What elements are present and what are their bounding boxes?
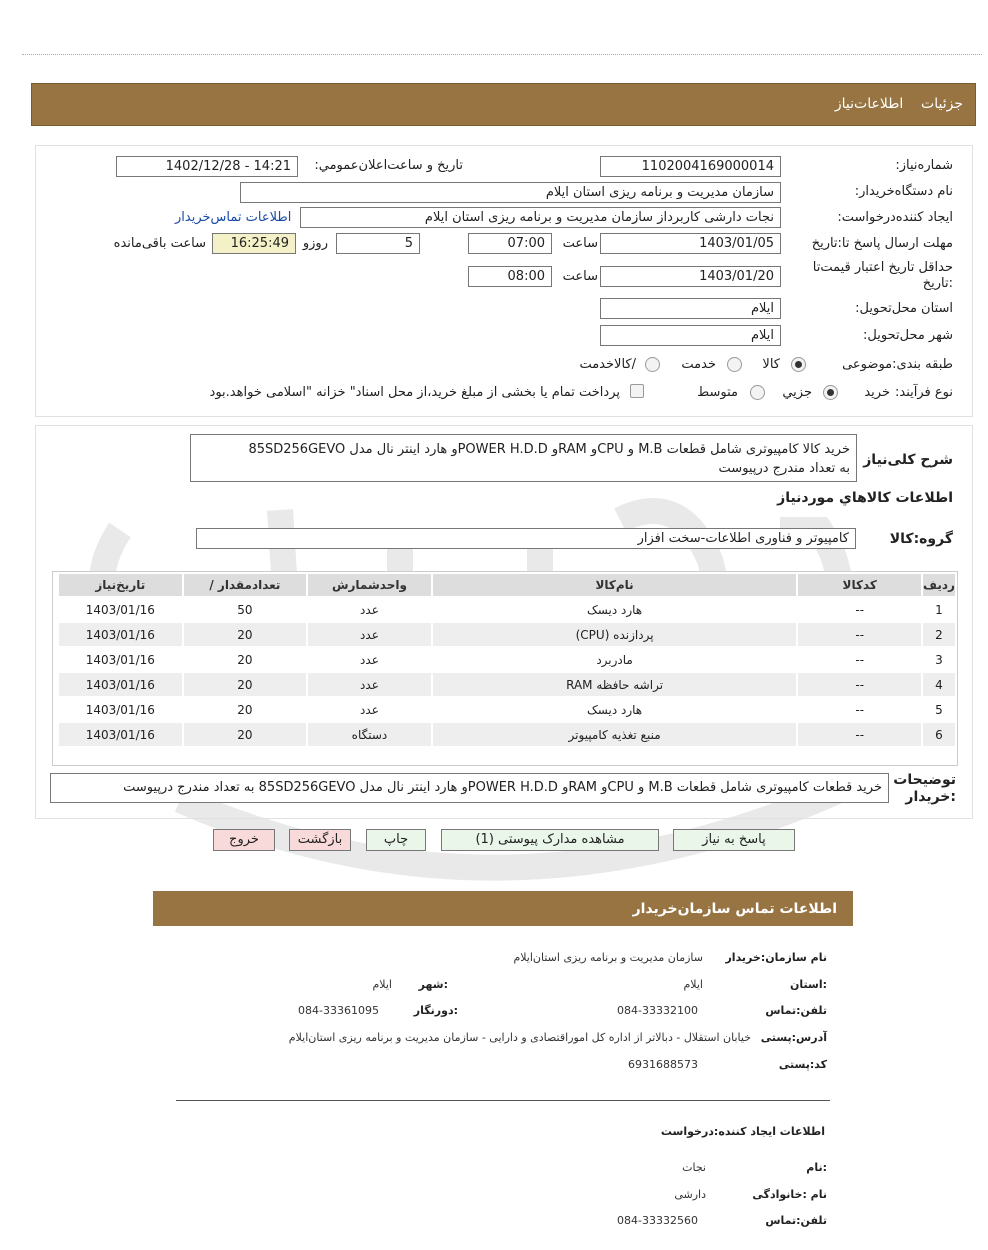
- back-button[interactable]: بازگشت: [289, 829, 351, 851]
- summary-label: شرح کلی‌نیاز: [863, 452, 953, 468]
- treasury-checkbox[interactable]: [630, 384, 644, 402]
- col-date: تاریخ‌نیاز: [59, 574, 182, 596]
- reply-deadline-label: مهلت ارسال ‌پاسخ تا‌:تاریخ: [811, 236, 953, 251]
- breadcrumb-details[interactable]: جزئیات: [921, 96, 963, 112]
- summary-line1: خرید کالا کامپیوتری شامل قطعات M.B و CPUو RAMو POWER H.D.Dو هارد اینتر نال مدل 85SD256GEVO: [248, 442, 850, 457]
- contact-divider: [176, 1100, 830, 1101]
- table-header-row: [59, 574, 955, 596]
- summary-line2: به تعداد مندرج درپیوست: [718, 461, 850, 476]
- city-label: شهر محل‌تحویل:: [863, 328, 953, 343]
- proc-medium-label: متوسط: [697, 385, 738, 400]
- contact-postal: 6931688573: [628, 1058, 698, 1071]
- creator-label: ایجاد کننده‌درخواست:: [837, 210, 953, 225]
- col-row: ردیف: [923, 574, 955, 596]
- creator-phone-label: تلفن‌:تماس: [765, 1214, 827, 1227]
- cat-service-label: خدمت: [681, 357, 716, 372]
- cat-both-radio[interactable]: [645, 357, 660, 372]
- contact-address: خیابان استقلال - دبالاتر از اداره کل امور‌اقتصادی و دارایی - سازمان مدیریت و برنامه ریزی استان‌ایلام: [288, 1031, 751, 1044]
- process-label: نوع فرآیند:: [895, 385, 953, 400]
- city-field: ایلام: [600, 325, 781, 346]
- cell-qty: 50: [184, 598, 307, 621]
- proc-medium-radio[interactable]: [750, 385, 765, 400]
- cell-unit: عدد: [308, 673, 431, 696]
- summary-box: [190, 434, 857, 482]
- cell-name: تراشه حافظه RAM: [433, 673, 797, 696]
- validity-date-field: 1403/01/20: [600, 266, 781, 287]
- cell-name: هارد دیسک: [433, 698, 797, 721]
- table-row: [59, 648, 955, 671]
- contact-title: اطلاعات تماس سازمان‌خریدار: [632, 901, 837, 917]
- buyer-org-label: نام دستگاه‌خریدار:: [854, 184, 953, 199]
- reply-time-label: ساعت: [562, 236, 598, 251]
- contact-city-label: :شهر: [418, 978, 448, 991]
- creator-phone: 084-33332560: [617, 1214, 698, 1227]
- cat-service-radio[interactable]: [727, 357, 742, 372]
- cell-row: 1: [923, 598, 955, 621]
- process-buy-label: خرید: [864, 385, 890, 400]
- cell-code: --: [798, 623, 921, 646]
- announce-field: 1402/12/28 - 14:21: [116, 156, 298, 177]
- need-no-label: شماره‌نیاز:: [895, 158, 953, 173]
- exit-button[interactable]: خروج: [213, 829, 275, 851]
- contact-org: سازمان مدیریت و برنامه ریزی استان‌ایلام: [513, 951, 703, 964]
- attachments-button[interactable]: مشاهده مدارک پیوستی (1): [441, 829, 659, 851]
- proc-minor-radio[interactable]: [823, 385, 838, 400]
- cat-goods-label: کالا: [762, 357, 780, 372]
- province-label: استان محل‌تحویل:: [855, 301, 953, 316]
- treasury-note: پرداخت تمام یا بخشی از مبلغ خرید،از محل اسناد" خزانه "اسلامی خواهد.بود: [209, 385, 620, 400]
- cell-row: 2: [923, 623, 955, 646]
- remaining-label: ساعت باقی‌مانده: [113, 236, 206, 251]
- col-name: نام‌کالا: [433, 574, 797, 596]
- creator-family-label: نام :خانوادگی: [752, 1188, 827, 1201]
- buyer-org-field: سازمان مدیریت و برنامه ریزی استان ایلام: [240, 182, 781, 203]
- contact-city: ایلام: [372, 978, 392, 991]
- group-field: کامپیوتر و فناوری اطلاعات-سخت افزار: [196, 528, 856, 549]
- creator-field: نجات دارشی کاربرداز سازمان مدیریت و برنامه ریزی استان ایلام: [300, 207, 781, 228]
- creator-name: نجات: [682, 1161, 706, 1174]
- cell-unit: عدد: [308, 648, 431, 671]
- cell-unit: دستگاه: [308, 723, 431, 746]
- cell-qty: 20: [184, 698, 307, 721]
- contact-province-label: :استان: [790, 978, 827, 991]
- creator-family: دارشی: [674, 1188, 706, 1201]
- cell-row: 3: [923, 648, 955, 671]
- top-divider: [22, 54, 982, 55]
- items-table-frame: [52, 571, 958, 766]
- table-row: [59, 673, 955, 696]
- cell-code: --: [798, 673, 921, 696]
- creator-name-label: :نام: [806, 1161, 827, 1174]
- cell-date: 1403/01/16: [59, 623, 182, 646]
- cell-unit: عدد: [308, 598, 431, 621]
- reply-date-field: 1403/01/05: [600, 233, 781, 254]
- buyer-notes-label: توضیحات :خریدار: [893, 772, 956, 805]
- col-unit: واحد‌شمارش: [308, 574, 431, 596]
- table-row: [59, 698, 955, 721]
- table-row: [59, 598, 955, 621]
- validity-time-field: 08:00: [468, 266, 552, 287]
- cell-row: 6: [923, 723, 955, 746]
- cell-unit: عدد: [308, 698, 431, 721]
- cell-code: --: [798, 698, 921, 721]
- category-label: طبقه بندی‌:موضوعی: [842, 357, 953, 372]
- contact-phone-label: تلفن‌:تماس: [765, 1004, 827, 1017]
- print-button[interactable]: چاپ: [366, 829, 426, 851]
- reply-time-field: 07:00: [468, 233, 552, 254]
- validity-label: حداقل تاریخ اعتبار ‌قیمت‌تا :تاریخ: [812, 260, 953, 291]
- col-code: کدکالا: [798, 574, 921, 596]
- contact-address-label: آدرس‌:پستی: [760, 1031, 827, 1044]
- cell-date: 1403/01/16: [59, 698, 182, 721]
- province-field: ایلام: [600, 298, 781, 319]
- cell-qty: 20: [184, 648, 307, 671]
- table-row: [59, 723, 955, 746]
- cell-date: 1403/01/16: [59, 598, 182, 621]
- contact-org-label: نام سازمان‌:خریدار: [725, 951, 827, 964]
- cell-date: 1403/01/16: [59, 673, 182, 696]
- contact-fax-label: :دورنگار: [413, 1004, 458, 1017]
- cell-date: 1403/01/16: [59, 648, 182, 671]
- cell-row: 5: [923, 698, 955, 721]
- cell-date: 1403/01/16: [59, 723, 182, 746]
- cell-row: 4: [923, 673, 955, 696]
- table-row: [59, 623, 955, 646]
- days-label: روزو: [302, 236, 328, 251]
- reply-button[interactable]: پاسخ به نیاز: [673, 829, 795, 851]
- contact-postal-label: کد‌:پستی: [778, 1058, 827, 1071]
- col-qty: تعداد‌مقدار /: [184, 574, 307, 596]
- contact-province: ایلام: [683, 978, 703, 991]
- creator-info-title: اطلاعات ایجاد کننده‌:درخواست: [660, 1125, 825, 1138]
- cell-qty: 20: [184, 723, 307, 746]
- cell-code: --: [798, 598, 921, 621]
- cell-name: هارد دیسک: [433, 598, 797, 621]
- cell-code: --: [798, 723, 921, 746]
- remaining-time-field: 16:25:49: [212, 233, 296, 254]
- contact-title-bar: [153, 891, 853, 926]
- items-title: اطلاعات کالاهاي مورد‌نیاز: [777, 490, 953, 506]
- cell-name: مادربرد: [433, 648, 797, 671]
- cat-goods-radio[interactable]: [791, 357, 806, 372]
- need-no-field: 1102004169000014: [600, 156, 781, 177]
- cell-name: منبع تغذیه کامپیوتر: [433, 723, 797, 746]
- days-field: 5: [336, 233, 420, 254]
- announce-label: تاریخ و ساعت‌اعلان‌عمومي:: [314, 158, 463, 173]
- validity-time-label: ساعت: [562, 269, 598, 284]
- contact-phone: 084-33332100: [617, 1004, 698, 1017]
- buyer-notes-field: خرید قطعات کامپیوتری شامل قطعات M.B و CPUو RAMو POWER H.D.Dو هارد اینتر نال مدل 85SD256GEVO به تعداد مندرج درپیوست: [50, 773, 889, 803]
- buyer-contact-link[interactable]: اطلاعات تماس‌خریدار: [175, 210, 292, 225]
- cell-qty: 20: [184, 623, 307, 646]
- cell-code: --: [798, 648, 921, 671]
- cell-qty: 20: [184, 673, 307, 696]
- contact-fax: 084-33361095: [298, 1004, 379, 1017]
- items-table: [57, 572, 957, 748]
- cell-name: پردازنده (CPU): [433, 623, 797, 646]
- cat-both-label: /کالاخدمت: [579, 357, 636, 372]
- page-title-bar: [31, 83, 976, 126]
- cell-unit: عدد: [308, 623, 431, 646]
- group-label: گروه‌:کالا: [889, 531, 953, 547]
- proc-minor-label: جزیي: [782, 385, 812, 400]
- breadcrumb: [835, 96, 963, 112]
- breadcrumb-info: اطلاعات‌نیاز: [834, 96, 904, 112]
